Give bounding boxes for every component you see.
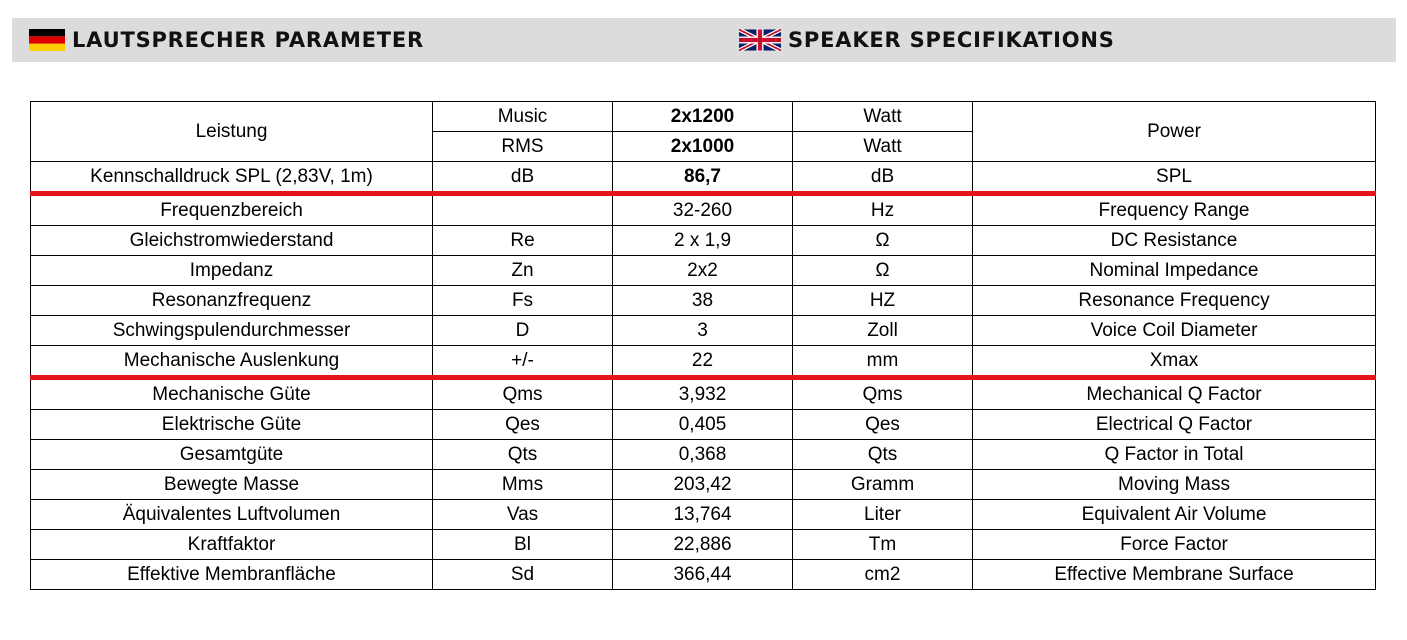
cell-label-de: Kraftfaktor xyxy=(31,530,433,560)
power-music-label: Music xyxy=(433,102,613,132)
cell-value: 3 xyxy=(613,316,793,346)
cell-symbol: Qes xyxy=(433,410,613,440)
header-german xyxy=(29,18,424,62)
cell-value: 366,44 xyxy=(613,560,793,590)
cell-value: 22 xyxy=(613,346,793,378)
cell-label-de: Gleichstromwiederstand xyxy=(31,226,433,256)
cell-symbol: Fs xyxy=(433,286,613,316)
cell-value: 2 x 1,9 xyxy=(613,226,793,256)
cell-label-de: Frequenzbereich xyxy=(31,194,433,226)
cell-label-de: Resonanzfrequenz xyxy=(31,286,433,316)
cell-label-de: Gesamtgüte xyxy=(31,440,433,470)
cell-label-en: Mechanical Q Factor xyxy=(973,378,1376,410)
cell-label-en: Xmax xyxy=(973,346,1376,378)
table-row-spl xyxy=(31,162,1376,194)
spec-table xyxy=(30,101,1376,590)
cell-value: 38 xyxy=(613,286,793,316)
german-flag-icon xyxy=(29,29,65,51)
english-title: SPEAKER SPECIFIKATIONS xyxy=(788,28,1115,52)
cell-label-en: Nominal Impedance xyxy=(973,256,1376,286)
cell-label-en: Q Factor in Total xyxy=(973,440,1376,470)
cell-unit: cm2 xyxy=(793,560,973,590)
table-row xyxy=(31,410,1376,440)
table-row xyxy=(31,286,1376,316)
cell-value: 22,886 xyxy=(613,530,793,560)
cell-unit: Hz xyxy=(793,194,973,226)
header-english xyxy=(739,18,1115,62)
power-rms-label: RMS xyxy=(433,132,613,162)
cell-symbol: Re xyxy=(433,226,613,256)
cell-symbol: Bl xyxy=(433,530,613,560)
spl-label-en: SPL xyxy=(973,162,1376,194)
cell-unit: Tm xyxy=(793,530,973,560)
cell-label-en: Effective Membrane Surface xyxy=(973,560,1376,590)
power-label-de: Leistung xyxy=(31,102,433,162)
cell-label-en: Force Factor xyxy=(973,530,1376,560)
cell-unit: Ω xyxy=(793,226,973,256)
power-label-en: Power xyxy=(973,102,1376,162)
spl-label-de: Kennschalldruck SPL (2,83V, 1m) xyxy=(31,162,433,194)
cell-symbol: +/- xyxy=(433,346,613,378)
table-row xyxy=(31,530,1376,560)
cell-label-en: DC Resistance xyxy=(973,226,1376,256)
cell-label-en: Moving Mass xyxy=(973,470,1376,500)
cell-value: 0,405 xyxy=(613,410,793,440)
cell-unit: Qes xyxy=(793,410,973,440)
table-row xyxy=(31,500,1376,530)
cell-symbol: Qts xyxy=(433,440,613,470)
spl-unit: dB xyxy=(793,162,973,194)
cell-value: 2x2 xyxy=(613,256,793,286)
table-row xyxy=(31,194,1376,226)
table-row xyxy=(31,560,1376,590)
table-row xyxy=(31,470,1376,500)
cell-value: 203,42 xyxy=(613,470,793,500)
table-row xyxy=(31,226,1376,256)
cell-unit: Qts xyxy=(793,440,973,470)
cell-label-en: Resonance Frequency xyxy=(973,286,1376,316)
german-title: LAUTSPRECHER PARAMETER xyxy=(72,28,425,52)
cell-value: 3,932 xyxy=(613,378,793,410)
cell-value: 0,368 xyxy=(613,440,793,470)
table-row xyxy=(31,316,1376,346)
cell-label-de: Mechanische Auslenkung xyxy=(31,346,433,378)
table-row xyxy=(31,256,1376,286)
cell-symbol: Vas xyxy=(433,500,613,530)
spl-value: 86,7 xyxy=(613,162,793,194)
cell-label-en: Equivalent Air Volume xyxy=(973,500,1376,530)
power-music-value: 2x1200 xyxy=(613,102,793,132)
cell-unit: Qms xyxy=(793,378,973,410)
cell-unit: Zoll xyxy=(793,316,973,346)
cell-unit: Ω xyxy=(793,256,973,286)
cell-label-de: Impedanz xyxy=(31,256,433,286)
cell-label-en: Frequency Range xyxy=(973,194,1376,226)
header-bar xyxy=(12,18,1396,62)
cell-symbol xyxy=(433,194,613,226)
cell-unit: HZ xyxy=(793,286,973,316)
cell-label-de: Bewegte Masse xyxy=(31,470,433,500)
cell-label-en: Electrical Q Factor xyxy=(973,410,1376,440)
table-row xyxy=(31,378,1376,410)
table-row xyxy=(31,440,1376,470)
power-rms-value: 2x1000 xyxy=(613,132,793,162)
spl-symbol: dB xyxy=(433,162,613,194)
uk-flag-icon xyxy=(739,29,781,51)
cell-label-de: Äquivalentes Luftvolumen xyxy=(31,500,433,530)
table-row-power-music xyxy=(31,102,1376,132)
cell-symbol: Sd xyxy=(433,560,613,590)
cell-value: 32-260 xyxy=(613,194,793,226)
table-row xyxy=(31,346,1376,378)
cell-unit: Liter xyxy=(793,500,973,530)
cell-symbol: Qms xyxy=(433,378,613,410)
cell-label-de: Elektrische Güte xyxy=(31,410,433,440)
cell-label-en: Voice Coil Diameter xyxy=(973,316,1376,346)
power-music-unit: Watt xyxy=(793,102,973,132)
cell-symbol: Zn xyxy=(433,256,613,286)
cell-symbol: Mms xyxy=(433,470,613,500)
cell-value: 13,764 xyxy=(613,500,793,530)
cell-label-de: Schwingspulendurchmesser xyxy=(31,316,433,346)
cell-unit: Gramm xyxy=(793,470,973,500)
cell-label-de: Mechanische Güte xyxy=(31,378,433,410)
cell-unit: mm xyxy=(793,346,973,378)
cell-symbol: D xyxy=(433,316,613,346)
power-rms-unit: Watt xyxy=(793,132,973,162)
cell-label-de: Effektive Membranfläche xyxy=(31,560,433,590)
